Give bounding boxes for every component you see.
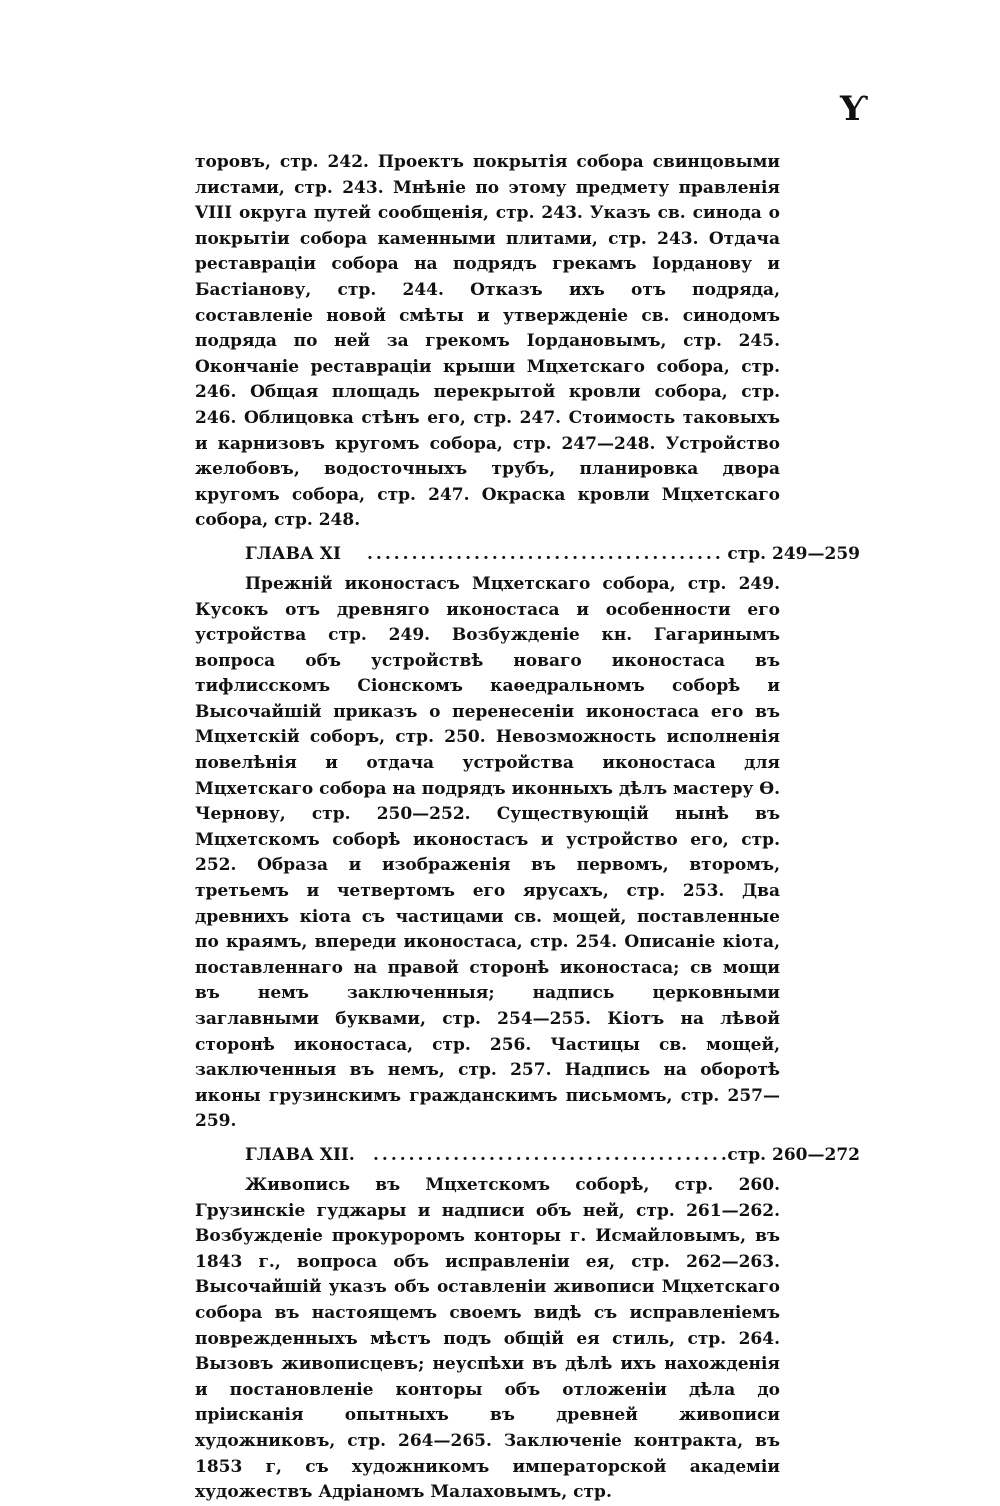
dot-leader: ........................................ — [373, 1144, 730, 1165]
paragraph-chapter-xi: Прежній иконостасъ Мцхетскаго собора, стр. 249. Кусокъ отъ древняго иконостаса и особенности его устройства стр. 249. Возбужденіе кн. Гагаринымъ вопроса объ устройствѣ новаго иконостаса въ тифлисскомъ Сіонскомъ каѳедральномъ соборѣ и Высочайшій приказъ о перенесеніи иконостаса его въ Мцхетскій соборъ, стр. 250. Невозможность исполненія повелѣнія и отдача устройства иконостаса для Мцхетскаго собора на подрядъ иконныхъ дѣлъ мастеру Ѳ. Чернову, стр. 250—252. Существующій нынѣ въ Мцхетскомъ соборѣ иконостасъ и устройство его, стр. 252. Образа и изображенія въ первомъ, второмъ, третьемъ и четвертомъ его ярусахъ, стр. 253. Два древнихъ кіота съ частицами св. мощей, поставленные по краямъ, впереди иконостаса, стр. 254. Описаніе кіота, поставленнаго на правой сторонѣ иконостаса; св мощи въ немъ заключенныя; надпись церковными заглавными буквами, стр. 254—255. Кіотъ на лѣвой сторонѣ иконостаса, стр. 256. Частицы св. мощей, заключенныя въ немъ, стр. 257. Надпись на оборотѣ иконы грузинскимъ гражданскимъ письмомъ, стр. 257—259. — [195, 573, 780, 1132]
paragraph-chapter-xii: Живопись въ Мцхетскомъ соборѣ, стр. 260. Грузинскіе гуджары и надписи объ ней, стр. 261—262. Возбужденіе прокуроромъ конторы г. Исмайловымъ, въ 1843 г., вопроса объ исправленіи ея, стр. 262—263. Высочайшій указъ объ оставленіи живописи Мцхетскаго собора въ настоящемъ своемъ видѣ съ исправленіемъ поврежденныхъ мѣстъ подъ общій ея стиль, стр. 264. Вызовъ живописцевъ; неуспѣхи въ дѣлѣ ихъ нахожденія и постановленіе конторы объ отложеніи дѣла до пріисканія опытныхъ въ древней живописи художниковъ, стр. 264—265. Заключеніе контракта, въ 1853 г, съ художникомъ императорской академіи художествъ Адріаномъ Малаховымъ, стр. — [195, 1174, 780, 1503]
chapter-page-range: стр. 249—259 — [727, 543, 860, 564]
chapter-title: ГЛАВА XII. — [245, 1144, 355, 1165]
chapter-heading-xi — [195, 540, 860, 568]
paragraph-chapter-x-continued: торовъ, стр. 242. Проектъ покрытія собора свинцовыми листами, стр. 243. Мнѣніе по этому предмету правленія VIII округа путей сообщенія, стр. 243. Указъ св. синода о покрытіи собора каменными плитами, стр. 243. Отдача реставраціи собора на подрядъ грекамъ Іорданову и Бастіанову, стр. 244. Отказъ ихъ отъ подряда, составленіе новой смѣты и утвержденіе св. синодомъ подряда по ней за грекомъ Іордановымъ, стр. 245. Окончаніе реставраціи крыши Мцхетскаго собора, стр. 246. Общая площадь перекрытой кровли собора, стр. 246. Облицовка стѣнъ его, стр. 247. Стоимость таковыхъ и карнизовъ кругомъ собора, стр. 247—248. Устройство желобовъ, водосточныхъ трубъ, планировка двора кругомъ собора, стр. 247. Окраска кровли Мцхетскаго собора, стр. 248. — [195, 152, 780, 531]
page-body — [195, 150, 860, 1506]
dot-leader: ........................................ — [367, 543, 724, 564]
chapter-page-range: стр. 260—272 — [727, 1144, 860, 1165]
chapter-title: ГЛАВА XI — [245, 543, 341, 564]
chapter-heading-xii — [195, 1141, 860, 1169]
page-number: Ƴ — [840, 89, 865, 129]
